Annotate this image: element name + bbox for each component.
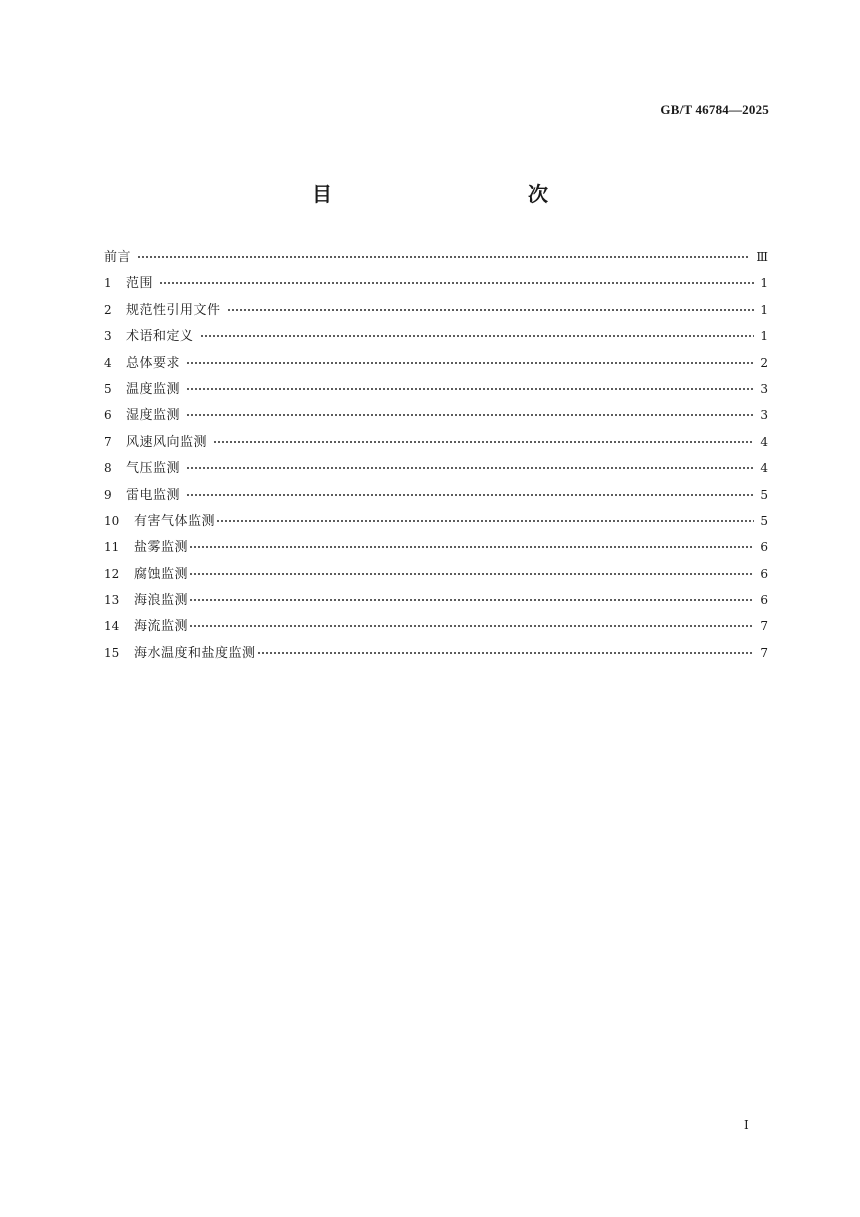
toc-entry[interactable] xyxy=(104,537,768,563)
toc-entry-page: 5 xyxy=(760,487,768,502)
toc-dot-leader xyxy=(227,309,754,311)
toc-dot-leader xyxy=(189,546,754,548)
toc-entry-number: 15 xyxy=(104,645,120,660)
toc-entry-number: 13 xyxy=(104,593,120,608)
toc-entry-number: 1 xyxy=(104,276,112,291)
toc-entry-number: 3 xyxy=(104,329,112,344)
toc-entry[interactable] xyxy=(104,379,768,405)
toc-dot-leader xyxy=(200,335,754,337)
toc-entry-number: 14 xyxy=(104,619,120,634)
toc-entry-page: Ⅲ xyxy=(756,250,768,264)
toc-entry[interactable] xyxy=(104,247,768,273)
toc-entry-label: 海水温度和盐度监测 xyxy=(134,645,256,661)
toc-entry-page: 1 xyxy=(760,302,768,317)
toc-entry[interactable] xyxy=(104,432,768,458)
toc-entry-number: 5 xyxy=(104,381,112,396)
toc-dot-leader xyxy=(186,388,754,390)
toc-entry-page: 1 xyxy=(760,276,768,291)
toc-entry-label: 盐雾监测 xyxy=(134,540,189,556)
table-of-contents xyxy=(104,247,768,669)
toc-entry-number: 7 xyxy=(104,434,112,449)
toc-entry[interactable] xyxy=(104,353,768,379)
toc-entry-label: 前言 xyxy=(104,250,132,265)
toc-entry[interactable] xyxy=(104,485,768,511)
toc-entry-page: 6 xyxy=(760,566,768,581)
toc-entry-label: 风速风向监测 xyxy=(126,434,208,450)
toc-dot-leader xyxy=(189,599,754,601)
toc-entry-page: 7 xyxy=(760,645,768,660)
toc-entry-page: 4 xyxy=(760,461,768,476)
toc-dot-leader xyxy=(186,362,754,364)
toc-dot-leader xyxy=(257,652,754,654)
toc-entry-label: 海浪监测 xyxy=(134,593,189,609)
toc-entry-number: 12 xyxy=(104,566,120,581)
toc-dot-leader xyxy=(186,414,754,416)
toc-entry-page: 6 xyxy=(760,540,768,555)
toc-entry-label: 海流监测 xyxy=(134,619,189,635)
toc-entry[interactable] xyxy=(104,616,768,642)
toc-entry-label: 气压监测 xyxy=(126,461,181,477)
toc-entry-page: 7 xyxy=(760,619,768,634)
toc-dot-leader xyxy=(216,520,754,522)
toc-entry[interactable] xyxy=(104,511,768,537)
toc-entry-label: 湿度监测 xyxy=(126,408,181,424)
toc-entry[interactable] xyxy=(104,300,768,326)
toc-dot-leader xyxy=(186,494,754,496)
toc-entry-label: 有害气体监测 xyxy=(134,513,216,529)
toc-entry-page: 2 xyxy=(760,355,768,370)
standard-code: GB/T 46784—2025 xyxy=(660,102,769,117)
toc-entry-number: 8 xyxy=(104,461,112,476)
toc-entry[interactable] xyxy=(104,273,768,299)
toc-entry-page: 1 xyxy=(760,329,768,344)
toc-entry-page: 6 xyxy=(760,593,768,608)
toc-entry-page: 4 xyxy=(760,434,768,449)
toc-entry-number: 11 xyxy=(104,540,120,555)
toc-dot-leader xyxy=(213,441,754,443)
toc-entry[interactable] xyxy=(104,458,768,484)
toc-entry-label: 术语和定义 xyxy=(126,329,194,345)
toc-entry-label: 总体要求 xyxy=(126,355,181,371)
toc-entry-label: 雷电监测 xyxy=(126,487,181,503)
toc-entry-label: 范围 xyxy=(126,276,154,292)
toc-entry-number: 4 xyxy=(104,355,112,370)
toc-entry-number: 9 xyxy=(104,487,112,502)
page-title: 目 次 xyxy=(312,182,600,206)
toc-dot-leader xyxy=(159,282,754,284)
toc-entry[interactable] xyxy=(104,326,768,352)
toc-entry-label: 温度监测 xyxy=(126,381,181,397)
toc-entry[interactable] xyxy=(104,405,768,431)
toc-dot-leader xyxy=(186,467,754,469)
page-number: I xyxy=(744,1118,749,1132)
toc-entry[interactable] xyxy=(104,590,768,616)
toc-entry-page: 3 xyxy=(760,381,768,396)
toc-entry[interactable] xyxy=(104,643,768,669)
toc-entry-label: 腐蚀监测 xyxy=(134,566,189,582)
toc-entry-label: 规范性引用文件 xyxy=(126,302,221,318)
toc-dot-leader xyxy=(189,625,754,627)
toc-entry-number: 10 xyxy=(104,513,120,528)
toc-entry-page: 3 xyxy=(760,408,768,423)
toc-entry[interactable] xyxy=(104,564,768,590)
toc-entry-number: 2 xyxy=(104,302,112,317)
toc-entry-number: 6 xyxy=(104,408,112,423)
toc-entry-page: 5 xyxy=(760,513,768,528)
toc-dot-leader xyxy=(189,573,754,575)
toc-dot-leader xyxy=(137,256,750,258)
